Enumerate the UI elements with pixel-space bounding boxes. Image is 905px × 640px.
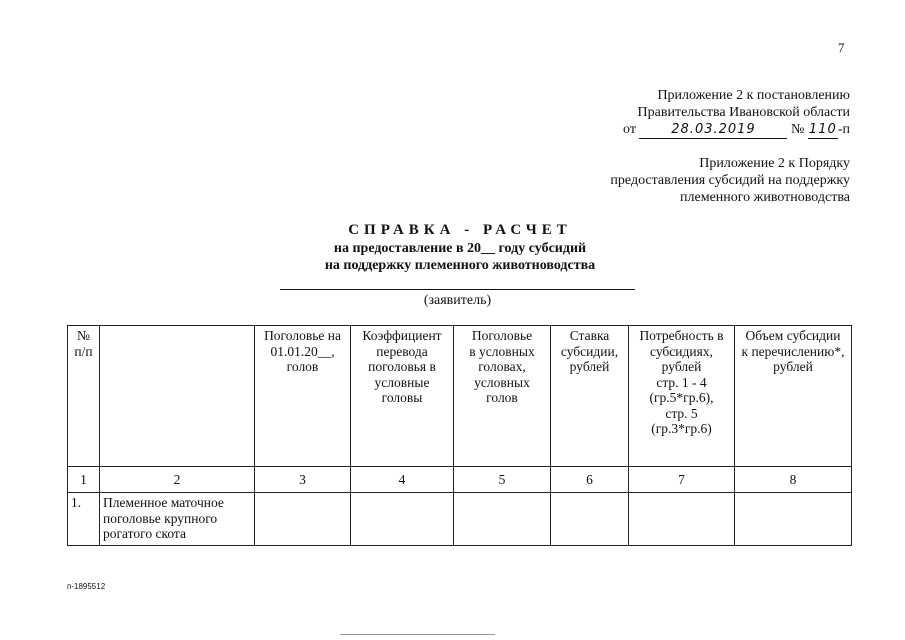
- header-cell: Поголовье на 01.01.20__, голов: [255, 326, 351, 467]
- table-cell[interactable]: [255, 493, 351, 546]
- table-row: [68, 493, 852, 546]
- table-header-row: [68, 326, 852, 467]
- header-cell: Коэффициент перевода поголовья в условные головы: [351, 326, 454, 467]
- header-cell: № п/п: [68, 326, 100, 467]
- document-code: п-1895512: [67, 582, 106, 591]
- appendix-resolution: [623, 87, 850, 139]
- number-prefix: №: [790, 122, 805, 137]
- header-cell: Объем субсидии к перечислению*, рублей: [735, 326, 852, 467]
- appendix-procedure: [610, 155, 850, 206]
- number-suffix: -п: [837, 122, 850, 137]
- appendix-resolution-date-line: [623, 121, 850, 139]
- column-number: 8: [735, 467, 852, 493]
- column-number: 3: [255, 467, 351, 493]
- page-number: 7: [838, 40, 845, 55]
- header-cell: Поголовье в условных головах, условных голов: [454, 326, 551, 467]
- table-cell[interactable]: [551, 493, 629, 546]
- appendix-procedure-line3: племенного животноводства: [680, 190, 850, 205]
- date-prefix: от: [623, 122, 636, 137]
- appendix-resolution-line2: Правительства Ивановской области: [637, 105, 850, 120]
- title-sub-2: на поддержку племенного животноводства: [324, 258, 596, 273]
- table-cell[interactable]: [351, 493, 454, 546]
- bottom-rule: [340, 634, 495, 635]
- column-number: 4: [351, 467, 454, 493]
- resolution-number: 110: [808, 122, 837, 137]
- column-number-row: [68, 467, 852, 493]
- appendix-resolution-line1: Приложение 2 к постановлению: [657, 88, 850, 103]
- column-number: 1: [68, 467, 100, 493]
- document-title: [160, 221, 760, 274]
- resolution-date: 28.03.2019: [639, 121, 787, 139]
- applicant-fill-line: [280, 289, 635, 290]
- column-number: 6: [551, 467, 629, 493]
- column-number: 7: [629, 467, 735, 493]
- column-number: 5: [454, 467, 551, 493]
- header-cell: [100, 326, 255, 467]
- table-cell[interactable]: [629, 493, 735, 546]
- title-sub-1: на предоставление в 20__ году субсидий: [333, 241, 587, 256]
- row-number: 1.: [68, 493, 100, 546]
- column-number: 2: [100, 467, 255, 493]
- calculation-table: [67, 325, 852, 546]
- table-cell[interactable]: [454, 493, 551, 546]
- title-main: СПРАВКА - РАСЧЕТ: [348, 222, 572, 238]
- appendix-procedure-line2: предоставления субсидий на поддержку: [610, 173, 850, 188]
- header-cell: Потребность в субсидиях, рублей стр. 1 - 4 (гр.5*гр.6), стр. 5 (гр.3*гр.6): [629, 326, 735, 467]
- header-cell: Ставка субсидии, рублей: [551, 326, 629, 467]
- applicant-label: (заявитель): [423, 293, 492, 308]
- table-cell[interactable]: [735, 493, 852, 546]
- row-name: Племенное маточное поголовье крупного рогатого скота: [100, 493, 255, 546]
- appendix-procedure-line1: Приложение 2 к Порядку: [699, 156, 850, 171]
